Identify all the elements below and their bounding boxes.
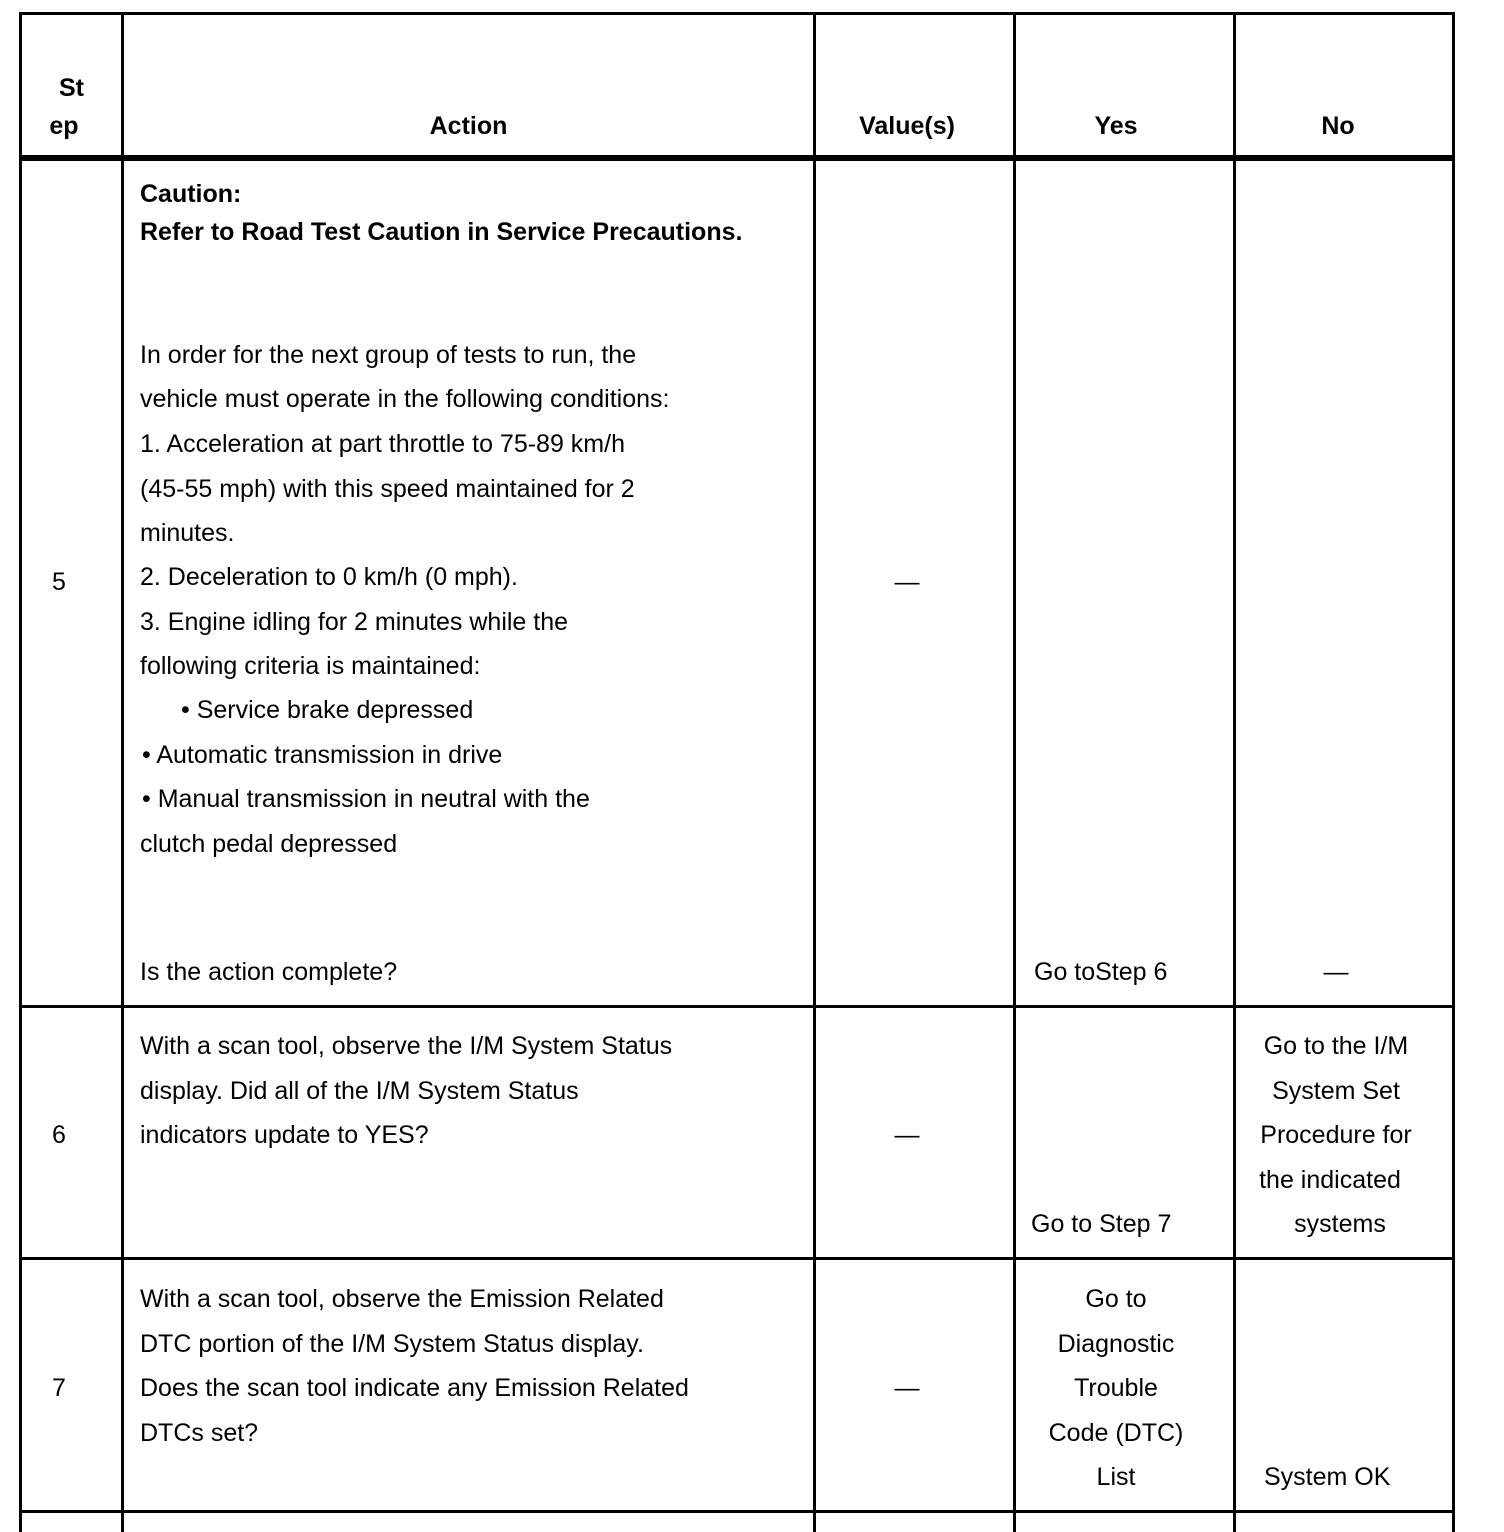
row6-action-line: display. Did all of the I/M System Status: [140, 1077, 579, 1105]
row7-action-line: With a scan tool, observe the Emission Related: [140, 1285, 664, 1313]
row-divider-7: [19, 1510, 1455, 1513]
row5-action-bullet: • Service brake depressed: [181, 696, 474, 724]
header-values: Value(s): [859, 112, 955, 140]
table-border-right: [1452, 12, 1455, 1532]
column-divider-yes: [1233, 12, 1236, 1532]
header-divider: [19, 155, 1455, 161]
row5-action-line: minutes.: [140, 519, 235, 547]
row5-yes: Go toStep 6: [1034, 958, 1168, 986]
row6-action-line: indicators update to YES?: [140, 1121, 429, 1149]
header-action: Action: [429, 112, 508, 140]
row5-action-bullet: • Manual transmission in neutral with the: [142, 785, 590, 813]
row6-no-line: the indicated: [1259, 1166, 1401, 1194]
row6-yes: Go to Step 7: [1031, 1210, 1172, 1238]
row7-no: System OK: [1264, 1463, 1391, 1491]
row5-action-line: clutch pedal depressed: [140, 830, 398, 858]
row5-action-bullet: • Automatic transmission in drive: [142, 741, 503, 769]
row6-value: —: [894, 1121, 920, 1149]
row5-action-line: 2. Deceleration to 0 km/h (0 mph).: [140, 563, 518, 591]
row7-action-line: Does the scan tool indicate any Emission Related: [140, 1374, 689, 1402]
row5-caution-text: Refer to Road Test Caution in Service Precautions.: [140, 218, 743, 246]
header-no: No: [1321, 112, 1355, 140]
row7-yes-line: Trouble: [1074, 1374, 1158, 1402]
column-divider-action: [813, 12, 816, 1532]
header-yes: Yes: [1094, 112, 1138, 140]
table-border-left: [19, 12, 22, 1532]
header-step-line1: St: [59, 74, 84, 102]
row6-no-line: Go to the I/M: [1263, 1032, 1409, 1060]
row5-action-line: following criteria is maintained:: [140, 652, 481, 680]
row7-step: 7: [52, 1374, 66, 1402]
row6-no-line: systems: [1294, 1210, 1386, 1238]
row5-no: —: [1323, 958, 1349, 986]
header-step-line2: ep: [49, 112, 79, 140]
row5-value: —: [894, 568, 920, 596]
row5-action-line: In order for the next group of tests to run, the: [140, 341, 637, 369]
row7-yes-line: Code (DTC): [1048, 1419, 1184, 1447]
row-divider-6: [19, 1257, 1455, 1260]
row6-step: 6: [52, 1121, 66, 1149]
row5-action-line: 1. Acceleration at part throttle to 75-89 km/h: [140, 430, 625, 458]
row7-value: —: [894, 1374, 920, 1402]
row5-action-line: (45-55 mph) with this speed maintained for 2: [140, 475, 635, 503]
row7-yes-line: Go to: [1085, 1285, 1147, 1313]
row5-action-line: vehicle must operate in the following conditions:: [140, 385, 670, 413]
row5-action-line: 3. Engine idling for 2 minutes while the: [140, 608, 569, 636]
row6-no-line: System Set: [1272, 1077, 1400, 1105]
table-border-top: [19, 12, 1455, 15]
row7-action-line: DTCs set?: [140, 1419, 259, 1447]
row6-no-line: Procedure for: [1260, 1121, 1412, 1149]
row7-yes-line: Diagnostic: [1057, 1330, 1175, 1358]
row6-action-line: With a scan tool, observe the I/M System Status: [140, 1032, 673, 1060]
row7-yes-line: List: [1096, 1463, 1136, 1491]
row5-question: Is the action complete?: [140, 958, 398, 986]
row-divider-5: [19, 1005, 1455, 1008]
row7-action-line: DTC portion of the I/M System Status display.: [140, 1330, 644, 1358]
row5-step: 5: [52, 568, 66, 596]
column-divider-step: [121, 12, 124, 1532]
row5-caution-title: Caution:: [140, 180, 242, 208]
